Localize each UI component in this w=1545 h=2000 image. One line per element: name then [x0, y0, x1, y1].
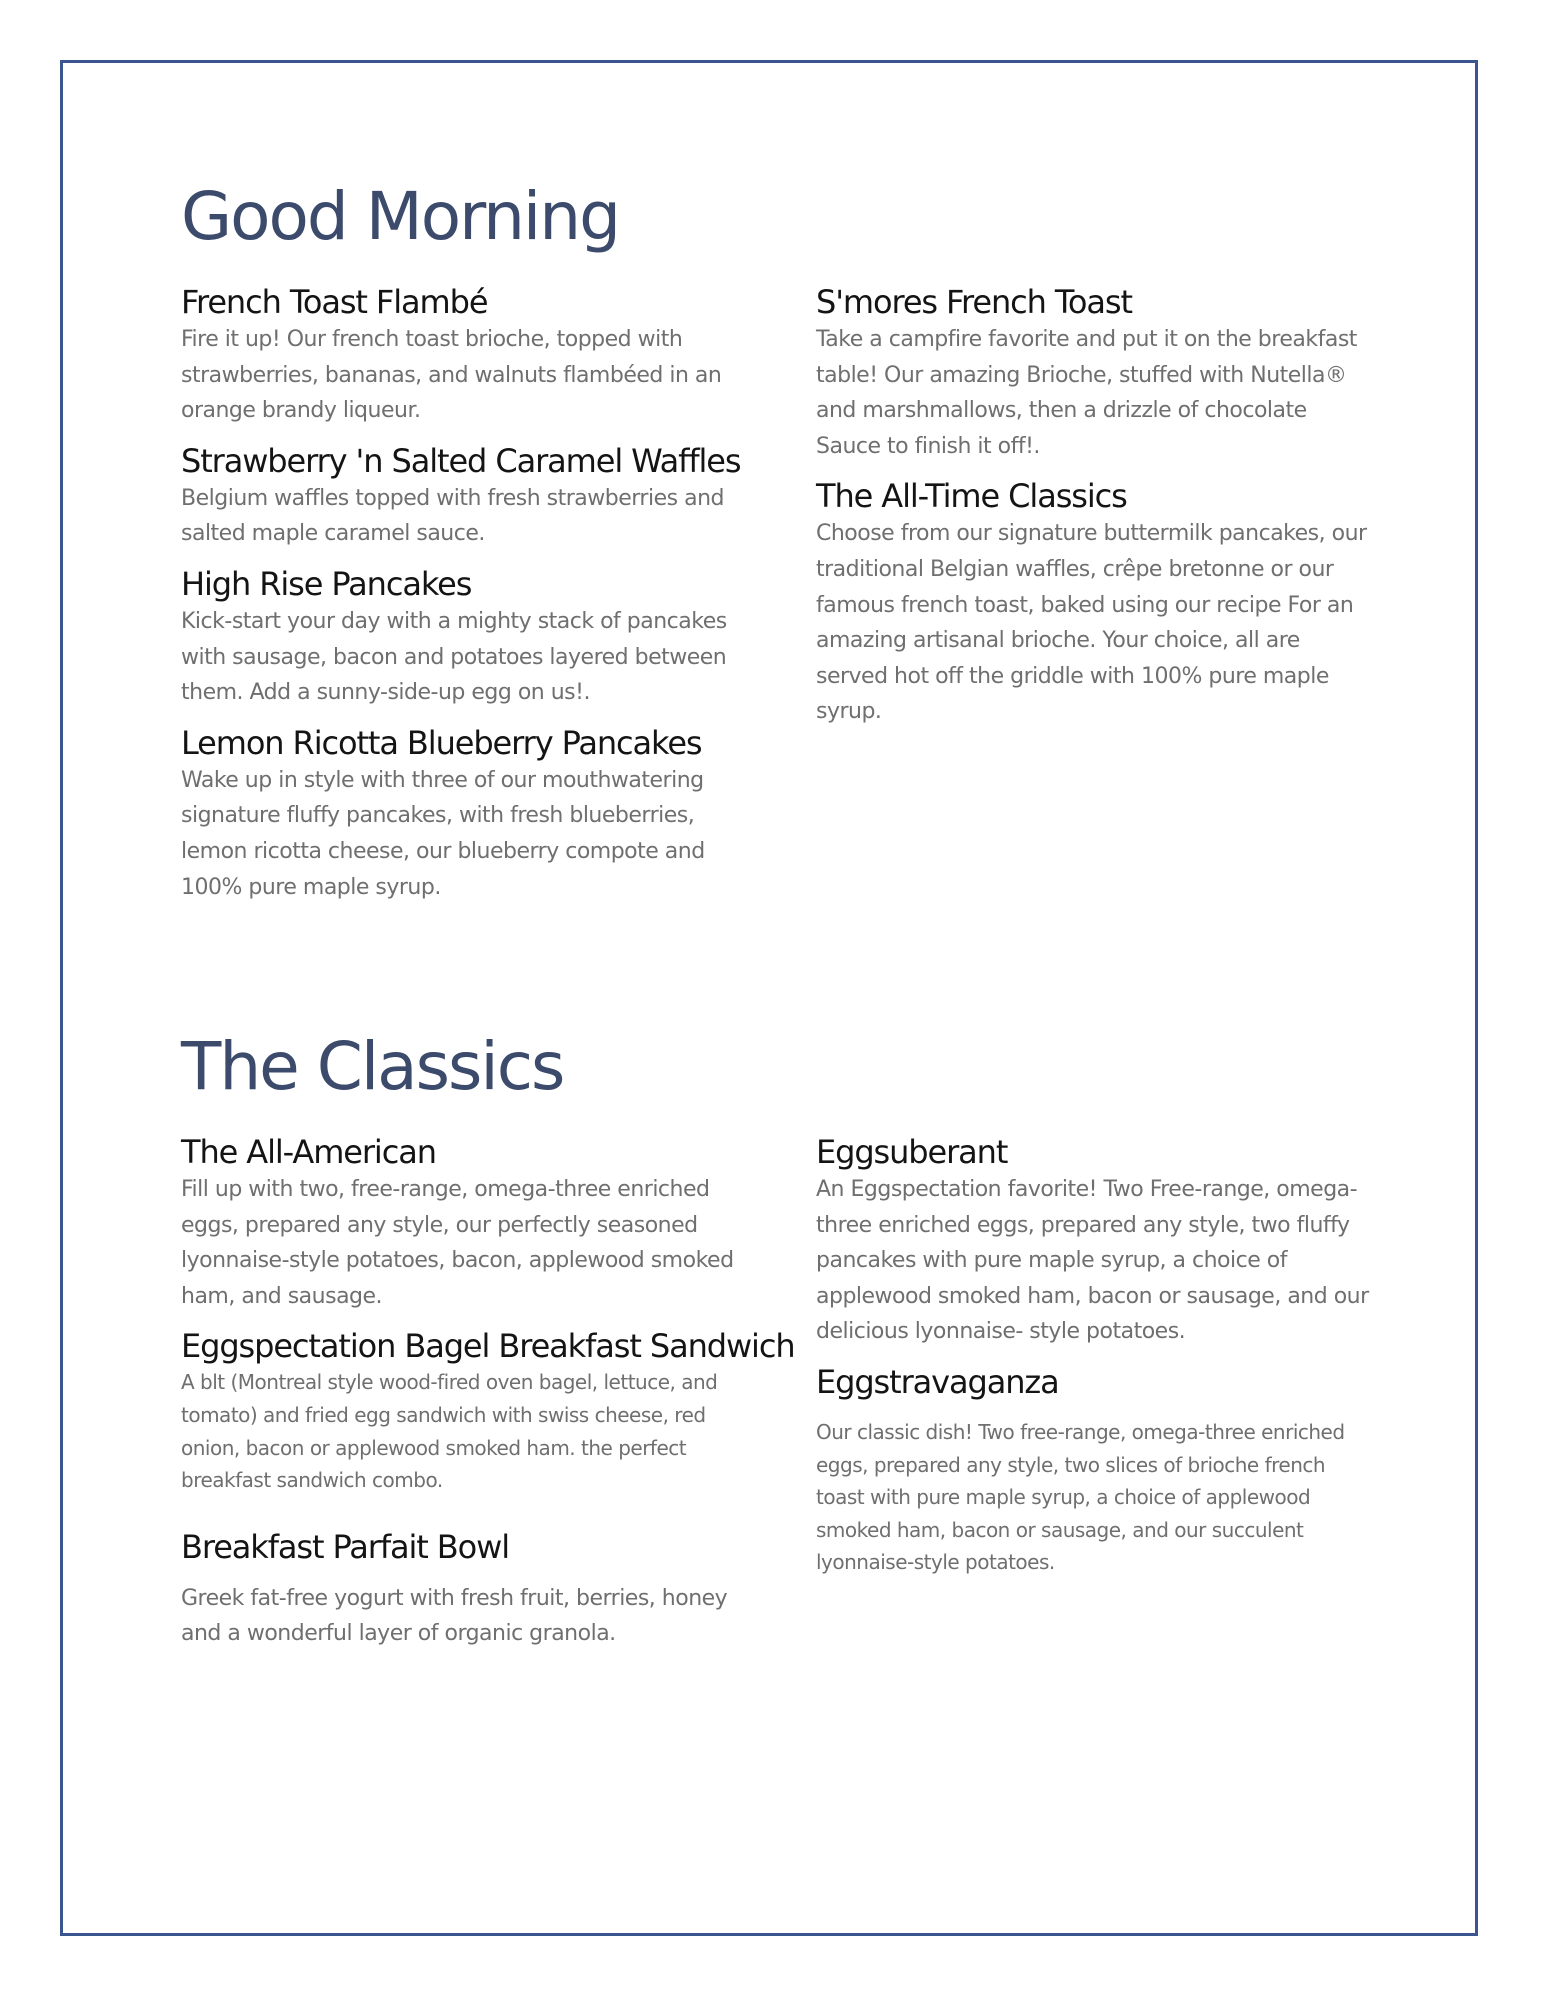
menu-item-smores-french-toast	[816, 282, 1376, 464]
menu-item-bagel-breakfast-sandwich	[181, 1326, 795, 1496]
menu-item-lemon-ricotta-blueberry-pancakes	[181, 723, 741, 905]
section-title-the-classics: The Classics	[181, 1028, 564, 1105]
item-description: A blt (Montreal style wood-fired oven bagel, lettuce, and tomato) and fried egg sandwich with swiss cheese, red onion, bacon or applewood smoked ham. the perfect breakfast sandwich combo.	[181, 1370, 718, 1493]
item-name: The All-Time Classics	[816, 477, 1127, 516]
menu-item-eggstravaganza	[816, 1362, 1376, 1579]
good-morning-right-column	[816, 282, 1376, 730]
item-name: The All-American	[181, 1133, 436, 1171]
item-description: Fire it up! Our french toast brioche, topped with strawberries, bananas, and walnuts flambéed in an orange brandy liqueur.	[181, 327, 722, 424]
menu-item-high-rise-pancakes	[181, 564, 741, 711]
good-morning-left-column	[181, 282, 741, 905]
menu-item-eggsuberant	[816, 1132, 1376, 1350]
menu-item-all-time-classics	[816, 476, 1376, 730]
item-description: An Eggspectation favorite! Two Free-range, omega-three enriched eggs, prepared any style, two fluffy pancakes with pure maple syrup, a choice of applewood smoked ham, bacon or sausage, and our delicious lyonnaise- style potatoes.	[816, 1177, 1369, 1345]
item-name: Strawberry 'n Salted Caramel Waffles	[181, 441, 741, 480]
item-description: Our classic dish! Two free-range, omega-three enriched eggs, prepared any style, two slices of brioche french toast with pure maple syrup, a choice of applewood smoked ham, bacon or sausage, and our succulent lyonnaise-style potatoes.	[816, 1419, 1345, 1575]
section-title-good-morning: Good Morning	[181, 178, 619, 255]
item-name: Breakfast Parfait Bowl	[181, 1527, 510, 1566]
classics-left-column	[181, 1132, 795, 1652]
item-name: Eggsuberant	[816, 1133, 1008, 1171]
classics-right-column	[816, 1132, 1376, 1579]
item-description: Take a campfire favorite and put it on the breakfast table! Our amazing Brioche, stuffed with Nutella® and marshmallows, then a drizzle of chocolate Sauce to finish it off!.	[816, 327, 1357, 459]
item-description: Belgium waffles topped with fresh strawberries and salted maple caramel sauce.	[181, 485, 724, 547]
item-name: Lemon Ricotta Blueberry Pancakes	[181, 723, 702, 762]
item-description: Fill up with two, free-range, omega-three enriched eggs, prepared any style, our perfectly seasoned lyonnaise-style potatoes, bacon, applewood smoked ham, and sausage.	[181, 1177, 734, 1309]
item-name: French Toast Flambé	[181, 283, 488, 321]
menu-item-breakfast-parfait-bowl	[181, 1527, 741, 1652]
item-name: S'mores French Toast	[816, 283, 1132, 321]
menu-item-strawberry-salted-caramel-waffles	[181, 441, 741, 552]
item-name: Eggstravaganza	[816, 1362, 1059, 1401]
item-name: High Rise Pancakes	[181, 564, 472, 603]
item-description: Wake up in style with three of our mouthwatering signature fluffy pancakes, with fresh blueberries, lemon ricotta cheese, our blueberry compote and 100% pure maple syrup.	[181, 767, 705, 900]
menu-item-all-american	[181, 1132, 741, 1314]
item-description: Kick-start your day with a mighty stack of pancakes with sausage, bacon and potatoes layered between them. Add a sunny-side-up egg on us!.	[181, 608, 727, 706]
item-description: Greek fat-free yogurt with fresh fruit, berries, honey and a wonderful layer of organic granola.	[181, 1585, 728, 1647]
item-name: Eggspectation Bagel Breakfast Sandwich	[181, 1327, 795, 1366]
menu-item-french-toast-flambe	[181, 282, 741, 429]
item-description: Choose from our signature buttermilk pancakes, our traditional Belgian waffles, crêpe bretonne or our famous french toast, baked using our recipe For an amazing artisanal brioche. Your choice, all are served hot off the griddle with 100% pure maple syrup.	[816, 521, 1367, 725]
